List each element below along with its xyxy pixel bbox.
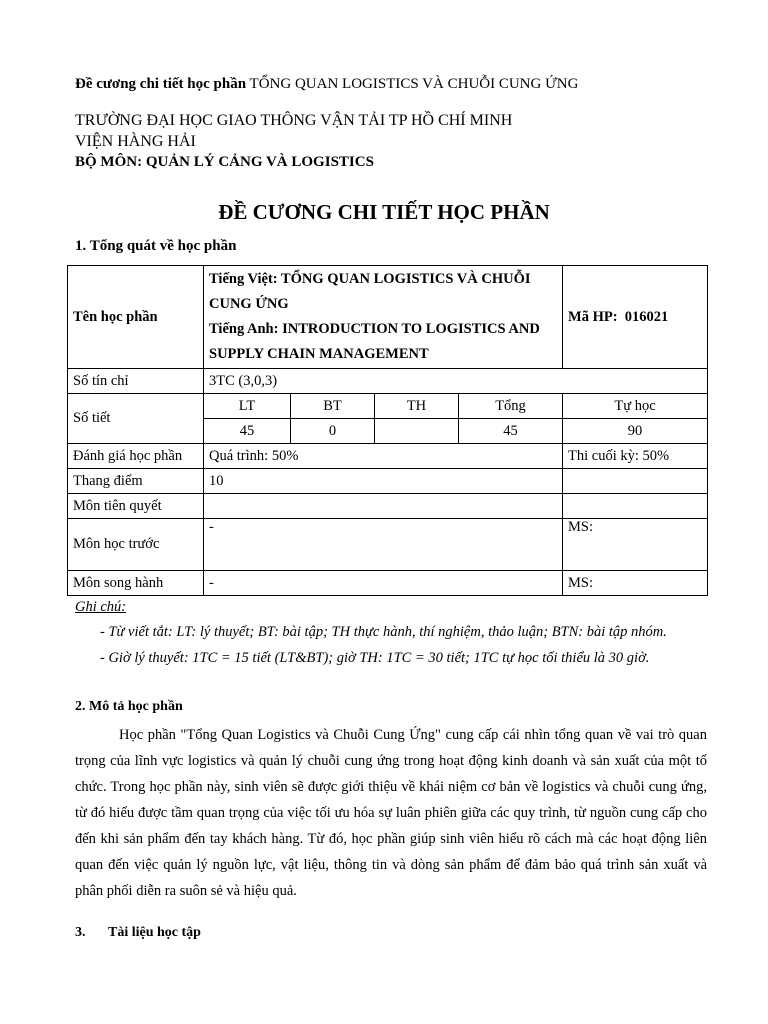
table-row	[68, 266, 708, 369]
notes-label: Ghi chú:	[75, 599, 127, 615]
course-name-label: Tên học phần	[68, 266, 204, 369]
scale-extra	[563, 469, 708, 494]
course-name-cell	[204, 266, 563, 369]
periods-label: Số tiết	[68, 394, 204, 444]
page-title: ĐỀ CƯƠNG CHI TIẾT HỌC PHẦN	[218, 200, 550, 224]
table-row	[68, 469, 708, 494]
parallel-course-ms: MS:	[563, 571, 708, 596]
period-header-lt: LT	[204, 394, 291, 419]
header-course-name: TỔNG QUAN LOGISTICS VÀ CHUỖI CUNG ỨNG	[249, 76, 579, 92]
institution-block	[75, 110, 512, 173]
prerequisite-value	[204, 494, 563, 519]
period-header-th: TH	[375, 394, 459, 419]
institute-name: VIỆN HÀNG HẢI	[75, 133, 196, 150]
previous-course-ms: MS:	[563, 519, 708, 571]
section-3-label: Tài liệu học tập	[108, 925, 201, 940]
document-header	[75, 76, 578, 93]
period-value-th	[375, 419, 459, 444]
course-code-cell	[563, 266, 708, 369]
note-hours: - Giờ lý thuyết: 1TC = 15 tiết (LT&BT); giờ TH: 1TC = 30 tiết; 1TC tự học tối thiểu là 30 giờ.	[100, 650, 650, 666]
en-course-name: INTRODUCTION TO LOGISTICS AND SUPPLY CHAIN MANAGEMENT	[209, 321, 540, 362]
assessment-label: Đánh giá học phần	[68, 444, 204, 469]
previous-course-value: -	[204, 519, 563, 571]
credits-label: Số tín chỉ	[68, 369, 204, 394]
parallel-course-label: Môn song hành	[68, 571, 204, 596]
course-description: Học phần "Tổng Quan Logistics và Chuỗi Cung Ứng" cung cấp cái nhìn tổng quan về vai trò quan trọng của lĩnh vực logistics và quản lý chuỗi cung ứng trong hoạt động kinh doanh và sản xuất của một tổ chức. Trong học phần này, sinh viên sẽ được giới thiệu về khái niệm cơ bản về logistics và chuỗi cung ứng, từ đó hiểu được tầm quan trọng của việc tối ưu hóa sự luân phiên giữa các quy trình, từ nguồn cung cấp cho đến khi sản phẩm đến tay khách hàng. Từ đó, học phần giúp sinh viên hiểu rõ cách mà các hoạt động liên quan đến việc quản lý nguồn lực, vật liệu, thông tin và dòng sản phẩm để đảm bảo quá trình sản xuất và phân phối diễn ra suôn sẻ và hiệu quả.	[75, 727, 707, 899]
vn-label: Tiếng Việt:	[209, 271, 278, 287]
previous-course-label: Môn học trước	[68, 519, 204, 571]
course-code: 016021	[624, 308, 669, 325]
period-value-self-study: 90	[563, 419, 708, 444]
note-abbreviations: - Từ viết tắt: LT: lý thuyết; BT: bài tập; TH thực hành, thí nghiệm, thảo luận; BTN: bài tập nhóm.	[100, 624, 667, 640]
assessment-final: Thi cuối kỳ: 50%	[563, 444, 708, 469]
section-3-title	[75, 925, 201, 941]
table-row	[68, 519, 708, 571]
scale-label: Thang điểm	[68, 469, 204, 494]
table-row	[68, 369, 708, 394]
scale-value: 10	[204, 469, 563, 494]
period-value-lt: 45	[204, 419, 291, 444]
period-value-bt: 0	[291, 419, 375, 444]
table-row	[68, 394, 708, 419]
assessment-process: Quá trình: 50%	[204, 444, 563, 469]
table-row	[68, 444, 708, 469]
period-header-self-study: Tự học	[563, 394, 708, 419]
period-value-total: 45	[459, 419, 563, 444]
vn-course-name: TỔNG QUAN LOGISTICS VÀ CHUỖI CUNG ỨNG	[209, 271, 531, 312]
code-label: Mã HP:	[568, 308, 618, 325]
en-label: Tiếng Anh:	[209, 321, 279, 337]
section-1-title: 1. Tổng quát về học phần	[75, 238, 237, 254]
parallel-course-value: -	[204, 571, 563, 596]
course-info-table	[67, 265, 708, 596]
period-header-bt: BT	[291, 394, 375, 419]
table-row	[68, 571, 708, 596]
section-3-number: 3.	[75, 925, 86, 940]
table-row	[68, 494, 708, 519]
prerequisite-label: Môn tiên quyết	[68, 494, 204, 519]
period-header-total: Tổng	[459, 394, 563, 419]
header-prefix: Đề cương chi tiết học phần	[75, 76, 247, 92]
section-2-title: 2. Mô tả học phần	[75, 699, 183, 714]
department-name: BỘ MÔN: QUẢN LÝ CẢNG VÀ LOGISTICS	[75, 154, 374, 170]
prerequisite-ms	[563, 494, 708, 519]
university-name: TRƯỜNG ĐẠI HỌC GIAO THÔNG VẬN TẢI TP HỒ CHÍ MINH	[75, 112, 513, 129]
credits-value: 3TC (3,0,3)	[204, 369, 708, 394]
